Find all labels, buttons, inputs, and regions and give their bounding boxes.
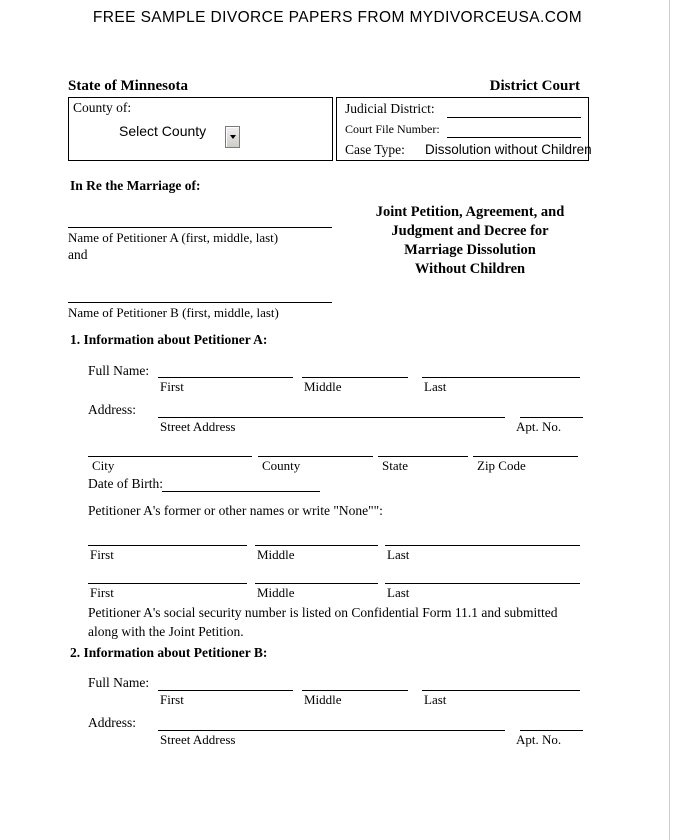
petitioner-b-name-blank: [68, 302, 332, 303]
state-label-field: State: [382, 458, 408, 473]
judicial-district-blank: [447, 117, 581, 118]
apt-no-blank-b: [520, 730, 583, 731]
petitioner-a-name-caption: Name of Petitioner A (first, middle, last): [68, 230, 279, 245]
former-middle-blank-2: [255, 583, 378, 584]
form-title-line: Marriage Dissolution: [404, 242, 536, 258]
middle-label: Middle: [304, 692, 342, 707]
city-blank-a: [88, 456, 252, 457]
first-name-blank-b: [158, 690, 293, 691]
last-name-blank-b: [422, 690, 580, 691]
former-last-blank-2: [385, 583, 580, 584]
form-title-line: Judgment and Decree for: [391, 223, 549, 239]
first-label: First: [90, 585, 114, 600]
former-last-blank-1: [385, 545, 580, 546]
county-dropdown-button[interactable]: [225, 126, 240, 148]
section-a-heading: 1. Information about Petitioner A:: [70, 332, 268, 347]
county-blank-a: [258, 456, 373, 457]
address-label-b: Address:: [88, 715, 136, 730]
apt-no-label: Apt. No.: [516, 732, 562, 747]
district-box: [336, 97, 592, 161]
full-name-label-a: Full Name:: [88, 363, 150, 378]
case-type-value: Dissolution without Children: [425, 142, 592, 157]
form-title-line: Joint Petition, Agreement, and: [375, 204, 565, 220]
last-name-blank-a: [422, 377, 580, 378]
first-name-blank-a: [158, 377, 293, 378]
in-re-heading: In Re the Marriage of:: [70, 178, 201, 193]
former-middle-blank-1: [255, 545, 378, 546]
first-label: First: [160, 692, 184, 707]
form-title-line: Without Children: [414, 261, 526, 277]
middle-name-blank-b: [302, 690, 408, 691]
former-first-blank-2: [88, 583, 247, 584]
city-label: City: [92, 458, 115, 473]
middle-label: Middle: [304, 379, 342, 394]
middle-label: Middle: [257, 585, 295, 600]
zip-blank-a: [473, 456, 578, 457]
full-name-label-b: Full Name:: [88, 675, 150, 690]
court-file-number-label: Court File Number:: [345, 122, 440, 136]
county-label: County: [262, 458, 301, 473]
page-title: FREE SAMPLE DIVORCE PAPERS FROM MYDIVORCEUSA.COM: [92, 9, 583, 26]
petitioner-a-name-blank: [68, 227, 332, 228]
county-box: [68, 97, 333, 161]
first-label: First: [90, 547, 114, 562]
state-label: State of Minnesota: [68, 78, 188, 94]
zip-code-label: Zip Code: [477, 458, 526, 473]
last-label: Last: [387, 547, 410, 562]
apt-no-label: Apt. No.: [516, 419, 562, 434]
dob-label: Date of Birth:: [88, 476, 163, 491]
dob-blank: [162, 491, 320, 492]
street-address-label: Street Address: [160, 732, 236, 747]
form-title: [340, 203, 600, 279]
section-b-heading: 2. Information about Petitioner B:: [70, 645, 268, 660]
petitioner-b-name-caption: Name of Petitioner B (first, middle, last): [68, 305, 279, 320]
middle-label: Middle: [257, 547, 295, 562]
street-address-label: Street Address: [160, 419, 236, 434]
street-address-blank-a: [158, 417, 505, 418]
last-label: Last: [387, 585, 410, 600]
and-label: and: [68, 247, 88, 262]
judicial-district-label: Judicial District:: [345, 101, 435, 116]
first-label: First: [160, 379, 184, 394]
court-file-number-blank: [447, 137, 581, 138]
last-label: Last: [424, 379, 447, 394]
middle-name-blank-a: [302, 377, 408, 378]
page-edge-line: [669, 0, 670, 840]
county-of-label: County of:: [73, 100, 132, 115]
address-label-a: Address:: [88, 402, 136, 417]
district-court-label: District Court: [489, 78, 580, 94]
street-address-blank-b: [158, 730, 505, 731]
county-select-value[interactable]: Select County: [119, 123, 207, 139]
chevron-down-icon: [230, 135, 236, 139]
apt-no-blank-a: [520, 417, 583, 418]
former-names-prompt: Petitioner A's former or other names or write "None"":: [88, 503, 383, 518]
ssn-note: Petitioner A's social security number is listed on Confidential Form 11.1 and submitted along with the Joint Petition.: [88, 605, 558, 639]
case-type-label: Case Type:: [345, 142, 405, 157]
state-blank-a: [378, 456, 468, 457]
former-first-blank-1: [88, 545, 247, 546]
last-label: Last: [424, 692, 447, 707]
